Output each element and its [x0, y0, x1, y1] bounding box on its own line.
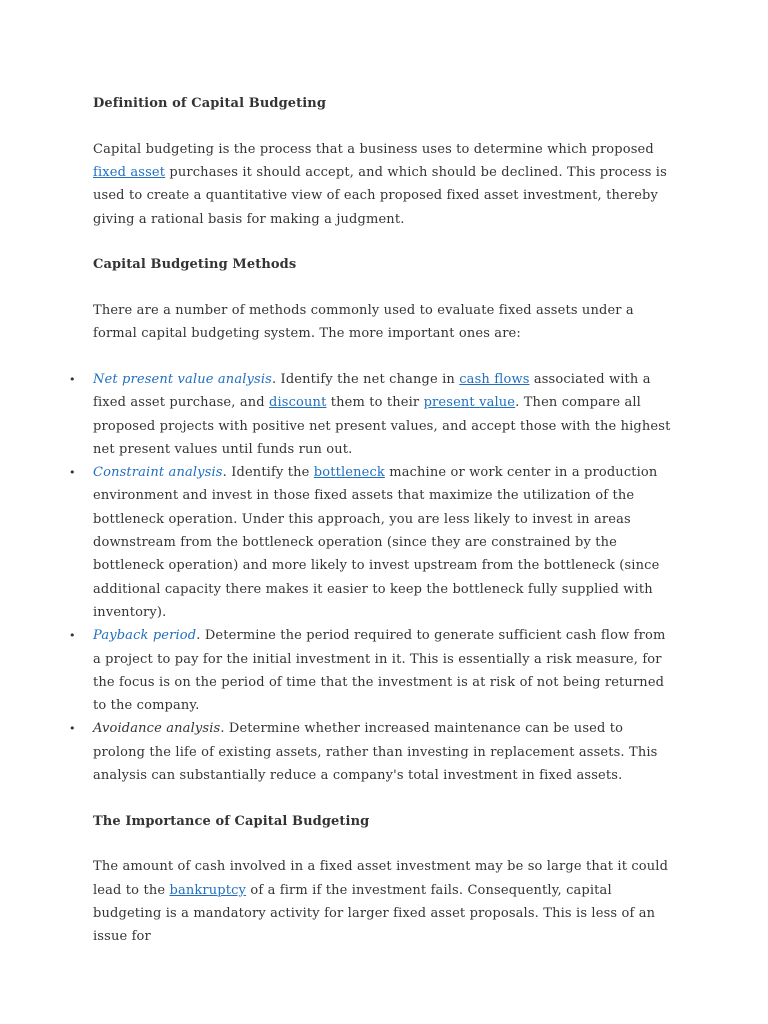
- spacer: [93, 277, 675, 299]
- link-constraint-analysis[interactable]: Constraint analysis: [93, 465, 223, 481]
- spacer: [93, 346, 675, 368]
- bullet-icon: •: [69, 466, 76, 480]
- text-run: of a firm if the investment fails. Consequently, capital budgeting is a mandatory activity for larger fixed asset proposals. This is less of an issue for: [93, 882, 656, 945]
- list-item-npv: [69, 368, 675, 461]
- link-payback-period[interactable]: Payback period: [93, 628, 197, 644]
- spacer: [93, 231, 675, 253]
- heading-importance: The Importance of Capital Budgeting: [93, 813, 370, 829]
- link-bottleneck[interactable]: bottleneck: [313, 465, 385, 481]
- text-run: machine or work center in a production environment and invest in those fixed assets that maximize the utilization of the bottleneck operation. Under this approach, you are less likely to invest in areas downstream from the bottleneck operation (since they are constrained by the bottleneck operation) and more likely to invest upstream from the bottleneck (since additional capacity there makes it easier to keep the bottleneck fully supplied with inventory).: [93, 465, 660, 620]
- term-avoidance-analysis: Avoidance analysis: [93, 721, 221, 737]
- paragraph-methods-intro: There are a number of methods commonly used to evaluate fixed assets under a formal capital budgeting system. The more important ones are:: [93, 302, 634, 342]
- link-bankruptcy[interactable]: bankruptcy: [169, 882, 247, 898]
- spacer: [93, 787, 675, 809]
- link-discount[interactable]: discount: [269, 395, 327, 411]
- text-run: . Determine whether increased maintenance can be used to prolong the life of existing assets, rather than investing in replacement assets. This analysis can substantially reduce a company's total investment in fixed assets.: [93, 721, 658, 783]
- paragraph-importance: [93, 855, 675, 948]
- text-run: . Determine the period required to generate sufficient cash flow from a project to pay for the initial investment in it. This is essentially a risk measure, for the focus is on the period of time that the investment is at risk of not being returned to the company.: [93, 628, 666, 714]
- spacer: [93, 115, 675, 137]
- link-fixed-asset[interactable]: fixed asset: [93, 164, 166, 180]
- paragraph-definition: [93, 138, 675, 231]
- link-cash-flows[interactable]: cash flows: [459, 371, 530, 387]
- link-present-value[interactable]: present value: [423, 395, 516, 411]
- bullet-icon: •: [69, 629, 76, 643]
- text-run: them to their: [326, 395, 424, 411]
- link-net-present-value-analysis[interactable]: Net present value analysis: [93, 371, 272, 387]
- methods-list: [69, 368, 675, 787]
- text-run: . Identify the net change in: [271, 371, 460, 387]
- list-item-avoidance: [69, 717, 675, 787]
- list-item-payback: [69, 624, 675, 717]
- text-run: purchases it should accept, and which should be declined. This process is used to create a quantitative view of each proposed fixed asset investment, thereby giving a rational basis for making a judgment.: [93, 164, 667, 227]
- heading-definition: Definition of Capital Budgeting: [93, 96, 327, 111]
- text-run: The amount of cash involved in a fixed asset investment may be so large that it could lead to the: [93, 859, 669, 898]
- spacer: [93, 833, 675, 855]
- text-run: . Identify the: [222, 465, 314, 481]
- text-run: Capital budgeting is the process that a business uses to determine which proposed: [93, 141, 654, 157]
- list-item-constraint: [69, 461, 675, 624]
- text-run: . Then compare all proposed projects with positive net present values, and accept those with the highest net present values until funds run out.: [93, 395, 671, 457]
- heading-methods: Capital Budgeting Methods: [93, 257, 297, 273]
- text-run: associated with a fixed asset purchase, and: [93, 371, 651, 411]
- document-page: [69, 92, 675, 949]
- bullet-icon: •: [69, 372, 76, 386]
- bullet-icon: •: [69, 722, 76, 736]
